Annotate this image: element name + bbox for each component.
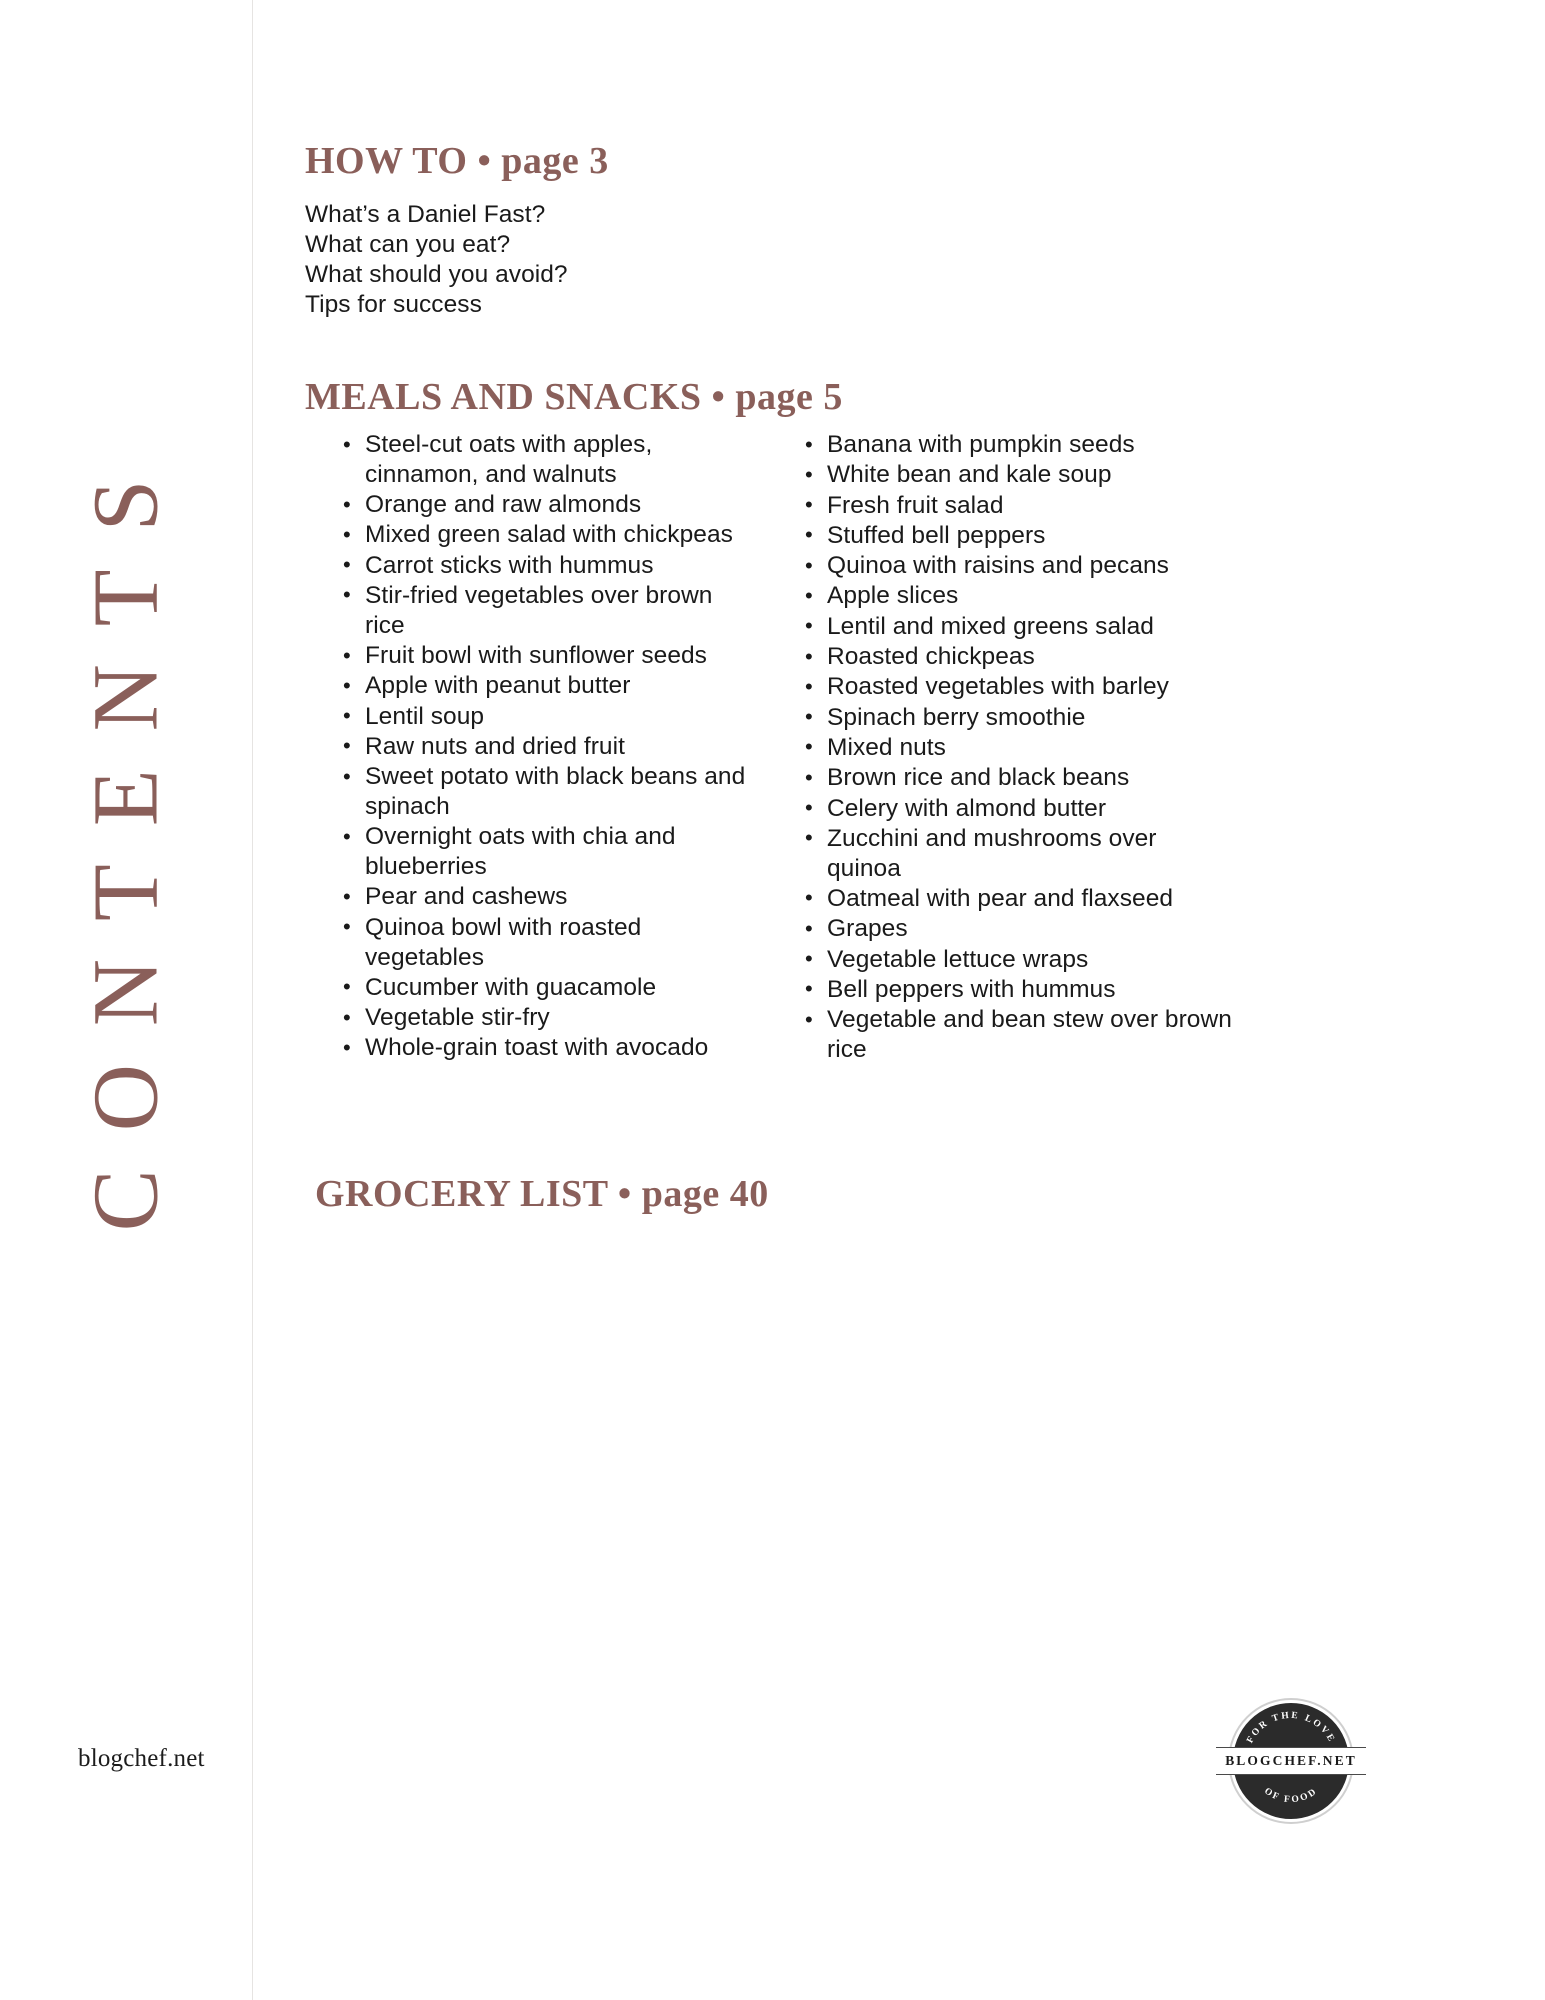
list-item: • Roasted chickpeas: [805, 642, 1237, 672]
list-item: • Mixed green salad with chickpeas: [343, 520, 755, 550]
section-heading-how-to: HOW TO • page 3: [305, 140, 609, 182]
logo-top-text: [1245, 1711, 1336, 1745]
list-item: • Steel-cut oats with apples, cinnamon, and walnuts: [343, 430, 755, 490]
how-to-item-list: [305, 200, 568, 320]
list-item: • Banana with pumpkin seeds: [805, 430, 1237, 460]
list-item: • Lentil soup: [343, 702, 755, 732]
logo-top-text-path: FOR THE LOVE: [1245, 1710, 1337, 1746]
list-item: • Fruit bowl with sunflower seeds: [343, 641, 755, 671]
list-item: • Stuffed bell peppers: [805, 521, 1237, 551]
list-item: • Overnight oats with chia and blueberries: [343, 822, 755, 882]
list-item: Tips for success: [305, 291, 482, 318]
list-item: • Celery with almond butter: [805, 794, 1237, 824]
list-item: • Vegetable lettuce wraps: [805, 945, 1237, 975]
list-item: • Orange and raw almonds: [343, 490, 755, 520]
vertical-title-band: [0, 0, 252, 2000]
list-item: What’s a Daniel Fast?: [305, 201, 546, 228]
list-item: • Mixed nuts: [805, 733, 1237, 763]
logo-band-label: BLOGCHEF.NET: [1225, 1753, 1357, 1768]
list-item: • Spinach berry smoothie: [805, 703, 1237, 733]
section-heading-meals-and-snacks: MEALS AND SNACKS • page 5: [305, 376, 843, 418]
list-item: • Vegetable stir-fry: [343, 1003, 755, 1033]
logo-center-band: [1216, 1747, 1366, 1775]
meals-left-column: [305, 430, 755, 1065]
meals-left-list: [305, 430, 755, 1063]
list-item: • Carrot sticks with hummus: [343, 551, 755, 581]
list-item: • Quinoa bowl with roasted vegetables: [343, 913, 755, 973]
meals-right-list: [767, 430, 1237, 1065]
list-item: • Lentil and mixed greens salad: [805, 612, 1237, 642]
list-item: • Vegetable and bean stew over brown rice: [805, 1005, 1237, 1065]
section-heading-grocery-list: GROCERY LIST • page 40: [315, 1173, 769, 1215]
meals-two-column-layout: [305, 430, 1480, 1065]
logo-bottom-text: [1262, 1786, 1320, 1805]
list-item: • Fresh fruit salad: [805, 491, 1237, 521]
list-item: • Grapes: [805, 914, 1237, 944]
footer-site-url: blogchef.net: [78, 1745, 205, 1772]
list-item: What can you eat?: [305, 231, 511, 258]
list-item: • Whole-grain toast with avocado: [343, 1033, 755, 1063]
blogchef-logo: [1225, 1700, 1357, 1822]
list-item: • Cucumber with guacamole: [343, 973, 755, 1003]
list-item: • Sweet potato with black beans and spinach: [343, 762, 755, 822]
list-item: • Zucchini and mushrooms over quinoa: [805, 824, 1237, 884]
list-item: • Roasted vegetables with barley: [805, 672, 1237, 702]
list-item: • Brown rice and black beans: [805, 763, 1237, 793]
list-item: • Stir-fried vegetables over brown rice: [343, 581, 755, 641]
list-item: • Apple with peanut butter: [343, 671, 755, 701]
list-item: • Bell peppers with hummus: [805, 975, 1237, 1005]
list-item: • White bean and kale soup: [805, 460, 1237, 490]
list-item: • Pear and cashews: [343, 882, 755, 912]
list-item: • Quinoa with raisins and pecans: [805, 551, 1237, 581]
logo-bottom-text-path: OF FOOD: [1262, 1786, 1320, 1806]
meals-right-column: [767, 430, 1237, 1065]
list-item: • Raw nuts and dried fruit: [343, 732, 755, 762]
page-title-contents: CONTENTS: [74, 441, 178, 1232]
list-item: • Apple slices: [805, 581, 1237, 611]
vertical-divider-rule: [252, 0, 253, 2000]
list-item: What should you avoid?: [305, 261, 568, 288]
list-item: • Oatmeal with pear and flaxseed: [805, 884, 1237, 914]
